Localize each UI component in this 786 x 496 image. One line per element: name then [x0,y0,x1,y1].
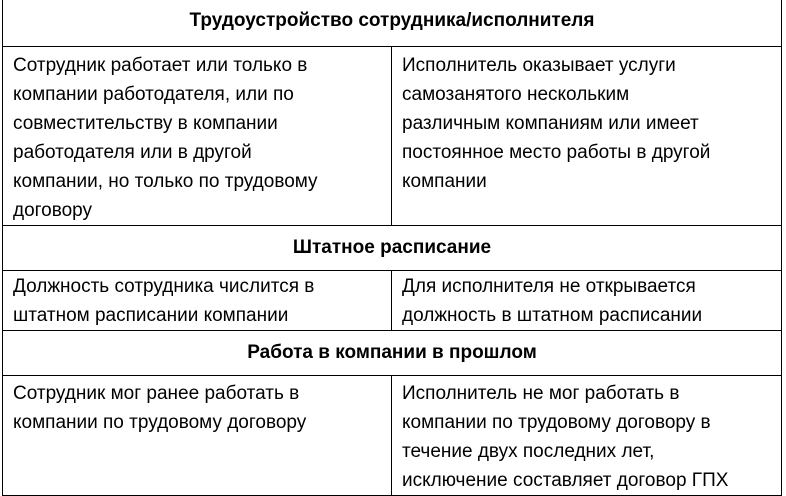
section-header-row [3,331,782,376]
contractor-cell [392,271,782,331]
contractor-past-work-text: Исполнитель не мог работать в компании по трудовому договору в течение двух последних лет, исключение составляет договор ГПХ [402,383,729,491]
contractor-cell [392,376,782,496]
comparison-table [2,0,782,496]
employee-cell [3,47,392,226]
section-heading-past-work: Работа в компании в прошлом [3,331,782,376]
contractor-cell [392,47,782,226]
section-header-row [3,0,782,47]
section-header-row [3,226,782,271]
employee-past-work-text: Сотрудник мог ранее работать в компании по трудовому договору [13,383,307,433]
table-row [3,47,782,226]
section-heading-employment: Трудоустройство сотрудника/исполнителя [3,0,782,47]
section-heading-staffing: Штатное расписание [3,226,782,271]
employee-cell [3,376,392,496]
table-row [3,271,782,331]
employee-staffing-text: Должность сотрудника числится в штатном расписании компании [13,276,315,326]
contractor-employment-text: Исполнитель оказывает услуги самозанятого нескольким различным компаниям или имеет постоянное место работы в другой компании [402,55,711,192]
contractor-staffing-text: Для исполнителя не открывается должность в штатном расписании [402,276,703,326]
employee-cell [3,271,392,331]
table-row [3,376,782,496]
employee-employment-text: Сотрудник работает или только в компании работодателя, или по совместительству в компании работодателя или в другой компании, но только по трудовому договору [13,55,318,221]
